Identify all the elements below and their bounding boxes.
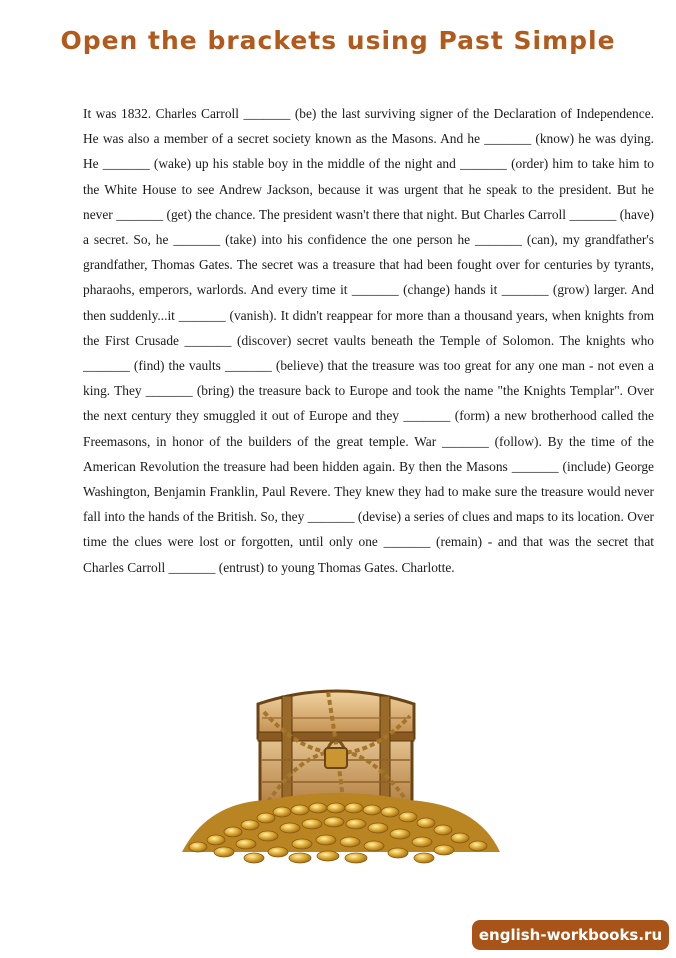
treasure-chest-icon — [178, 682, 503, 864]
site-link-badge[interactable]: english-workbooks.ru — [472, 920, 669, 950]
page-title: Open the brackets using Past Simple — [60, 26, 616, 55]
exercise-text: It was 1832. Charles Carroll _______ (be) the last surviving signer of the Declaration of Independence. He was also a member of a secret society known as the Masons. And he _______ (know) he was dying. He _______ (wake) up his stable boy in the middle of the night and _______ (order) him to take him to the White House to see Andrew Jackson, because it was urgent that he speak to the president. But he never _______ (get) the chance. The president wasn't there that night. But Charles Carroll _______ (have) a secret. So, he _______ (take) into his confidence the one person he _______ (can), my grandfather's grandfather, Thomas Gates. The secret was a treasure that had been fought over for centuries by tyrants, pharaohs, emperors, warlords. And every time it _______ (change) hands it _______ (grow) larger. And then suddenly...it _______ (vanish). It didn't reappear for more than a thousand years, when knights from the First Crusade _______ (discover) secret vaults beneath the Temple of Solomon. The knights who _______ (find) the vaults _______ (believe) that the treasure was too great for any one man - not even a king. They _______ (bring) the treasure back to Europe and took the name "the Knights Templar". Over the next century they smuggled it out of Europe and they _______ (form) a new brotherhood called the Freemasons, in honor of the builders of the great temple. War _______ (follow). By the time of the American Revolution the treasure had been hidden again. By then the Masons _______ (include) George Washington, Benjamin Franklin, Paul Revere. They knew they had to make sure the treasure would never fall into the hands of the British. So, they _______ (devise) a series of clues and maps to its location. Over time the clues were lost or forgotten, until only one _______ (remain) - and that was the secret that Charles Carroll _______ (entrust) to young Thomas Gates. Charlotte. — [83, 106, 654, 575]
